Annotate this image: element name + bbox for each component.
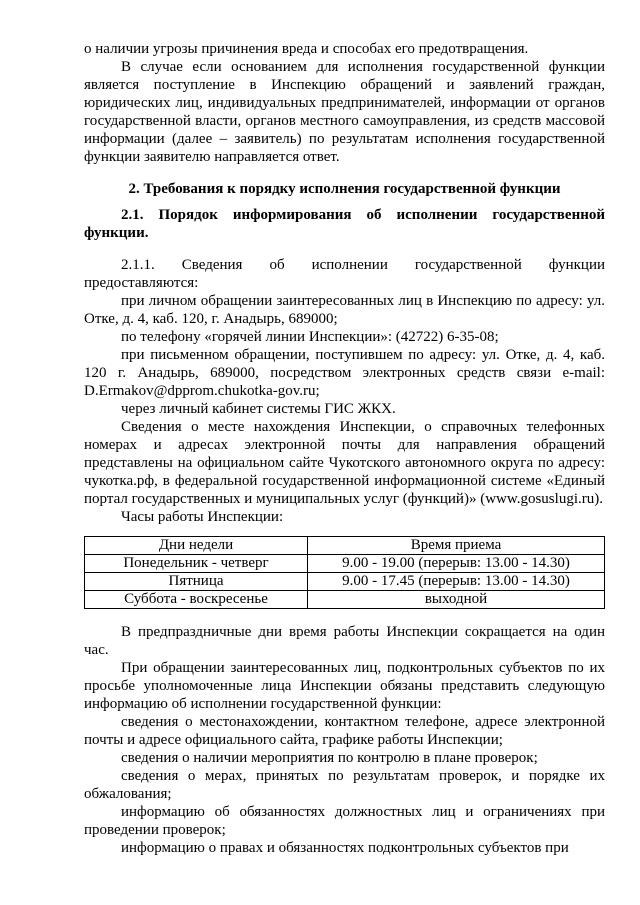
- paragraph-rights: информацию о правах и обязанностях подконтрольных субъектов при: [121, 840, 569, 856]
- paragraph-duties: информацию об обязанностях должностных лиц и ограничениях при проведении проверок;: [84, 804, 605, 838]
- paragraph-measures: сведения о мерах, принятых по результатам проверок, и порядке их обжалования;: [84, 768, 605, 802]
- paragraph-inspection-plan: сведения о наличии мероприятия по контролю в плане проверок;: [121, 750, 538, 766]
- table-cell: 9.00 - 19.00 (перерыв: 13.00 - 14.30): [308, 555, 605, 573]
- paragraph-hours-title: Часы работы Инспекции:: [121, 509, 284, 525]
- paragraph-contacts-info: сведения о местонахождении, контактном телефоне, адресе электронной почты и адресе официального сайта, графике работы Инспекции;: [84, 714, 605, 748]
- hours-table: [84, 536, 605, 609]
- document-page: [84, 40, 605, 857]
- table-header-row: [85, 537, 605, 555]
- table-header-days: Дни недели: [85, 537, 308, 555]
- table-cell: Пятница: [85, 573, 308, 591]
- table-cell: Понедельник - четверг: [85, 555, 308, 573]
- paragraph-personal-visit: при личном обращении заинтересованных лиц в Инспекцию по адресу: ул. Отке, д. 4, каб. 120, г. Анадырь, 689000;: [84, 293, 605, 327]
- paragraph-info-provided: 2.1.1. Сведения об исполнении государственной функции предоставляются:: [84, 257, 605, 291]
- paragraph-written-request: [84, 346, 605, 400]
- table-row: [85, 555, 605, 573]
- paragraph-threat-info: о наличии угрозы причинения вреда и способах его предотвращения.: [84, 41, 529, 57]
- table-row: [85, 591, 605, 609]
- paragraph-hotline: по телефону «горячей линии Инспекции»: (42722) 6-35-08;: [121, 329, 499, 345]
- paragraph-gis: через личный кабинет системы ГИС ЖКХ.: [121, 401, 396, 417]
- written-request-text: при письменном обращении, поступившем по адресу: ул. Отке, д. 4, каб. 120 г. Анадырь, 689000, посредством электронных средств связи e-mail:: [84, 347, 605, 381]
- paragraph-holidays: В предпраздничные дни время работы Инспекции сокращается на один час.: [84, 624, 605, 658]
- paragraph-location-info: Сведения о месте нахождения Инспекции, о справочных телефонных номерах и адресах электронной почты для направления обращений представлены на официальном сайте Чукотского автономного округа по адресу: чукотка.рф, в федеральной государственной информационной системе «Единый портал государственных и муниципальных услуг (функций)» (www.gosuslugi.ru).: [84, 419, 605, 507]
- table-header-time: Время приема: [308, 537, 605, 555]
- table-cell: 9.00 - 17.45 (перерыв: 13.00 - 14.30): [308, 573, 605, 591]
- section-heading: 2. Требования к порядку исполнения государственной функции: [128, 181, 561, 197]
- written-request-end: ;: [315, 383, 320, 399]
- email-link[interactable]: D.Ermakov@dpprom.chukotka-gov.ru: [84, 383, 316, 399]
- table-row: [85, 573, 605, 591]
- subsection-heading: 2.1. Порядок информирования об исполнении государственной функции.: [84, 207, 605, 241]
- table-cell: Суббота - воскресенье: [85, 591, 308, 609]
- paragraph-inquiry: При обращении заинтересованных лиц, подконтрольных субъектов по их просьбе уполномоченные лица Инспекции обязаны представить следующую информацию об исполнении государственной функции:: [84, 660, 605, 712]
- table-cell: выходной: [308, 591, 605, 609]
- paragraph-grounds: В случае если основанием для исполнения государственной функции является поступление в Инспекцию обращений и заявлений граждан, юридических лиц, индивидуальных предпринимателей, информации от органов государственной власти, органов местного самоуправления, из средств массовой информации (далее – заявитель) по результатам исполнения государственной функции заявителю направляется ответ.: [84, 59, 605, 165]
